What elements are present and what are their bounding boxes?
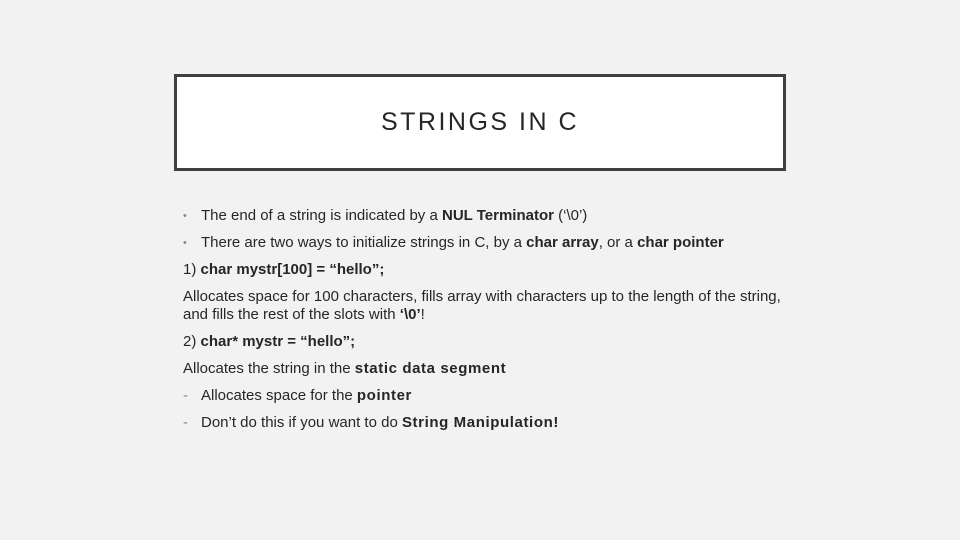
- bullet-bold-text: char pointer: [637, 234, 724, 251]
- example-code: char mystr[100] = “hello”;: [200, 261, 385, 278]
- description-bold: ‘\0’: [399, 306, 421, 323]
- bullet-text: The end of a string is indicated by a: [201, 207, 442, 224]
- bullet-text-mid: , or a: [598, 234, 638, 251]
- slide-title: STRINGS IN C: [380, 108, 580, 136]
- dash-icon: -: [183, 414, 188, 431]
- bullet-text-end: (‘\0’): [553, 207, 588, 224]
- description-text-end: !: [420, 306, 425, 323]
- dash-bold-text: pointer: [356, 387, 412, 404]
- slide-content: [183, 207, 783, 441]
- dash-text: Don’t do this if you want to do: [201, 414, 402, 431]
- bullet-item: [183, 234, 783, 252]
- dash-text: Allocates space for the: [201, 387, 357, 404]
- description-bold: static data segment: [354, 360, 507, 377]
- bullet-icon: •: [183, 210, 187, 222]
- dash-item: [183, 387, 783, 405]
- example-number: 1): [183, 261, 201, 278]
- title-box: [174, 74, 786, 171]
- example-line: [183, 333, 783, 351]
- example-line: [183, 261, 783, 279]
- dash-icon: -: [183, 387, 188, 404]
- description-text: Allocates the string in the: [183, 360, 355, 377]
- bullet-text: There are two ways to initialize strings in C, by a: [201, 234, 527, 251]
- dash-item: [183, 414, 783, 432]
- dash-bold-text: String Manipulation!: [401, 414, 559, 431]
- description-paragraph: [183, 288, 783, 324]
- bullet-bold-text: NUL Terminator: [441, 207, 554, 224]
- bullet-item: [183, 207, 783, 225]
- example-number: 2): [183, 333, 201, 350]
- description-paragraph: [183, 360, 783, 378]
- example-code: char* mystr = “hello”;: [200, 333, 356, 350]
- bullet-icon: •: [183, 237, 187, 249]
- description-text: Allocates space for 100 characters, fills array with characters up to the length of the string, and fills the rest of the slots with: [183, 288, 781, 323]
- bullet-bold-text: char array: [526, 234, 599, 251]
